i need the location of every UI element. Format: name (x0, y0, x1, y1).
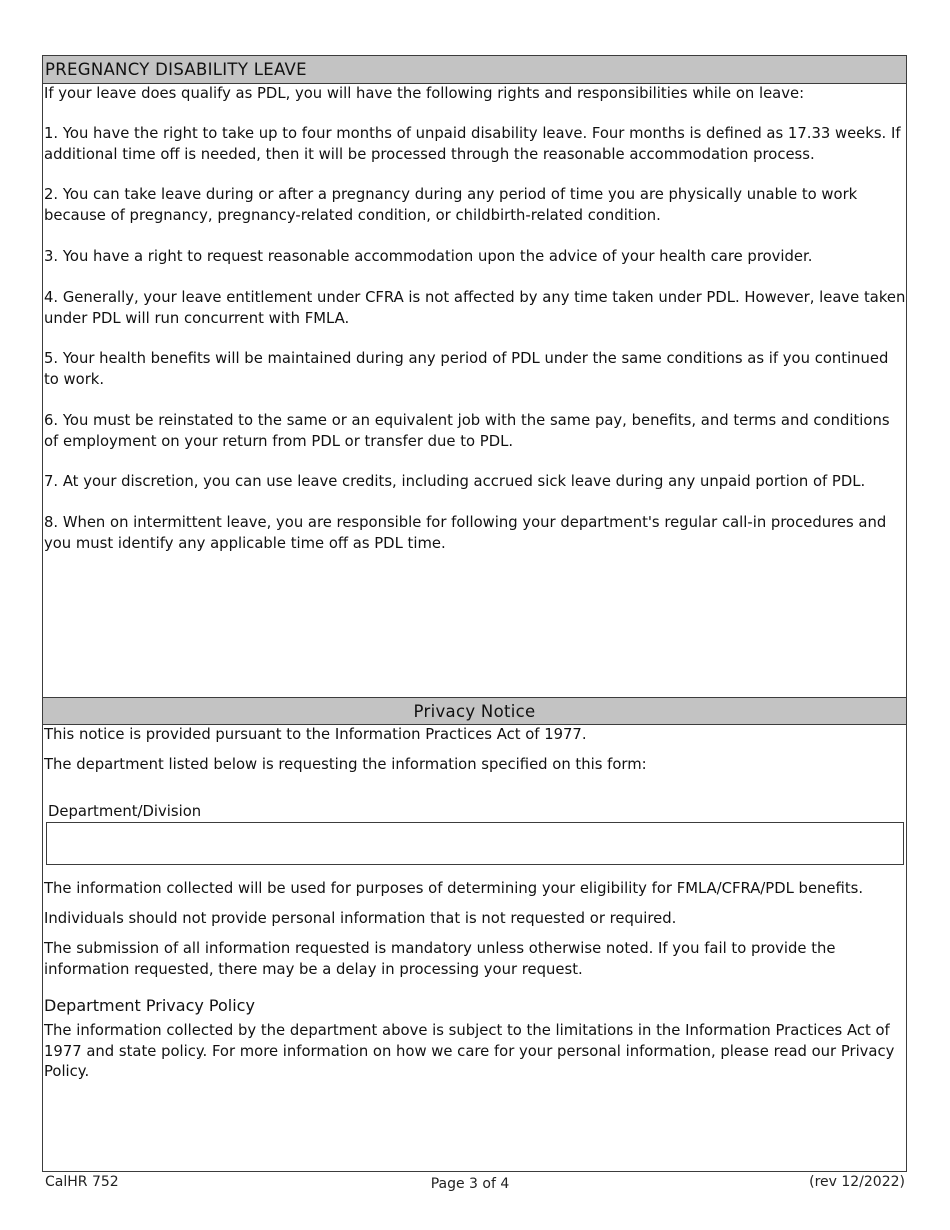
department-privacy-policy-heading: Department Privacy Policy (44, 996, 255, 1015)
department-division-label: Department/Division (48, 803, 202, 820)
privacy-notice-text: Individuals should not provide personal information that is not requested or required. (44, 910, 677, 927)
privacy-notice-text: The department listed below is requesting the information specified on this form: (44, 756, 647, 773)
pdl-section-header: PREGNANCY DISABILITY LEAVE (43, 56, 906, 84)
pdl-intro-text: If your leave does qualify as PDL, you will have the following rights and responsibilities while on leave: (44, 85, 805, 102)
pdl-right-item: 8. When on intermittent leave, you are responsible for following your department's regular call-in procedures and you must identify any applicable time off as PDL time. (44, 514, 887, 552)
pdl-right-item: 2. You can take leave during or after a pregnancy during any period of time you are physically unable to work because of pregnancy, pregnancy-related condition, or childbirth-related condition. (44, 186, 858, 224)
privacy-notice-header: Privacy Notice (43, 697, 906, 725)
department-privacy-policy-text: The information collected by the department above is subject to the limitations in the Information Practices Act of 1977 and state policy. For more information on how we care for your personal information, please read our Privacy Policy. (44, 1022, 895, 1080)
pdl-right-item: 6. You must be reinstated to the same or an equivalent job with the same pay, benefits, and terms and conditions of employment on your return from PDL or transfer due to PDL. (44, 412, 890, 450)
revision-date: (rev 12/2022) (809, 1174, 905, 1190)
privacy-notice-text: This notice is provided pursuant to the Information Practices Act of 1977. (44, 726, 587, 743)
pdl-right-item: 5. Your health benefits will be maintained during any period of PDL under the same conditions as if you continued to work. (44, 350, 889, 388)
pdl-right-item: 7. At your discretion, you can use leave credits, including accrued sick leave during any unpaid portion of PDL. (44, 473, 866, 490)
form-page-frame (42, 55, 907, 1172)
privacy-notice-text: The submission of all information requested is mandatory unless otherwise noted. If you fail to provide the information requested, there may be a delay in processing your request. (44, 940, 836, 978)
pdl-right-item: 4. Generally, your leave entitlement under CFRA is not affected by any time taken under PDL. However, leave taken under PDL will run concurrent with FMLA. (44, 289, 906, 327)
page-number: Page 3 of 4 (430, 1176, 510, 1192)
department-division-field[interactable] (46, 822, 904, 865)
pdl-right-item: 3. You have a right to request reasonable accommodation upon the advice of your health care provider. (44, 248, 813, 265)
form-id: CalHR 752 (45, 1174, 119, 1190)
privacy-notice-text: The information collected will be used for purposes of determining your eligibility for FMLA/CFRA/PDL benefits. (44, 880, 864, 897)
pdl-right-item: 1. You have the right to take up to four months of unpaid disability leave. Four months is defined as 17.33 weeks. If additional time off is needed, then it will be processed through the reasonable accommodation process. (44, 125, 901, 163)
